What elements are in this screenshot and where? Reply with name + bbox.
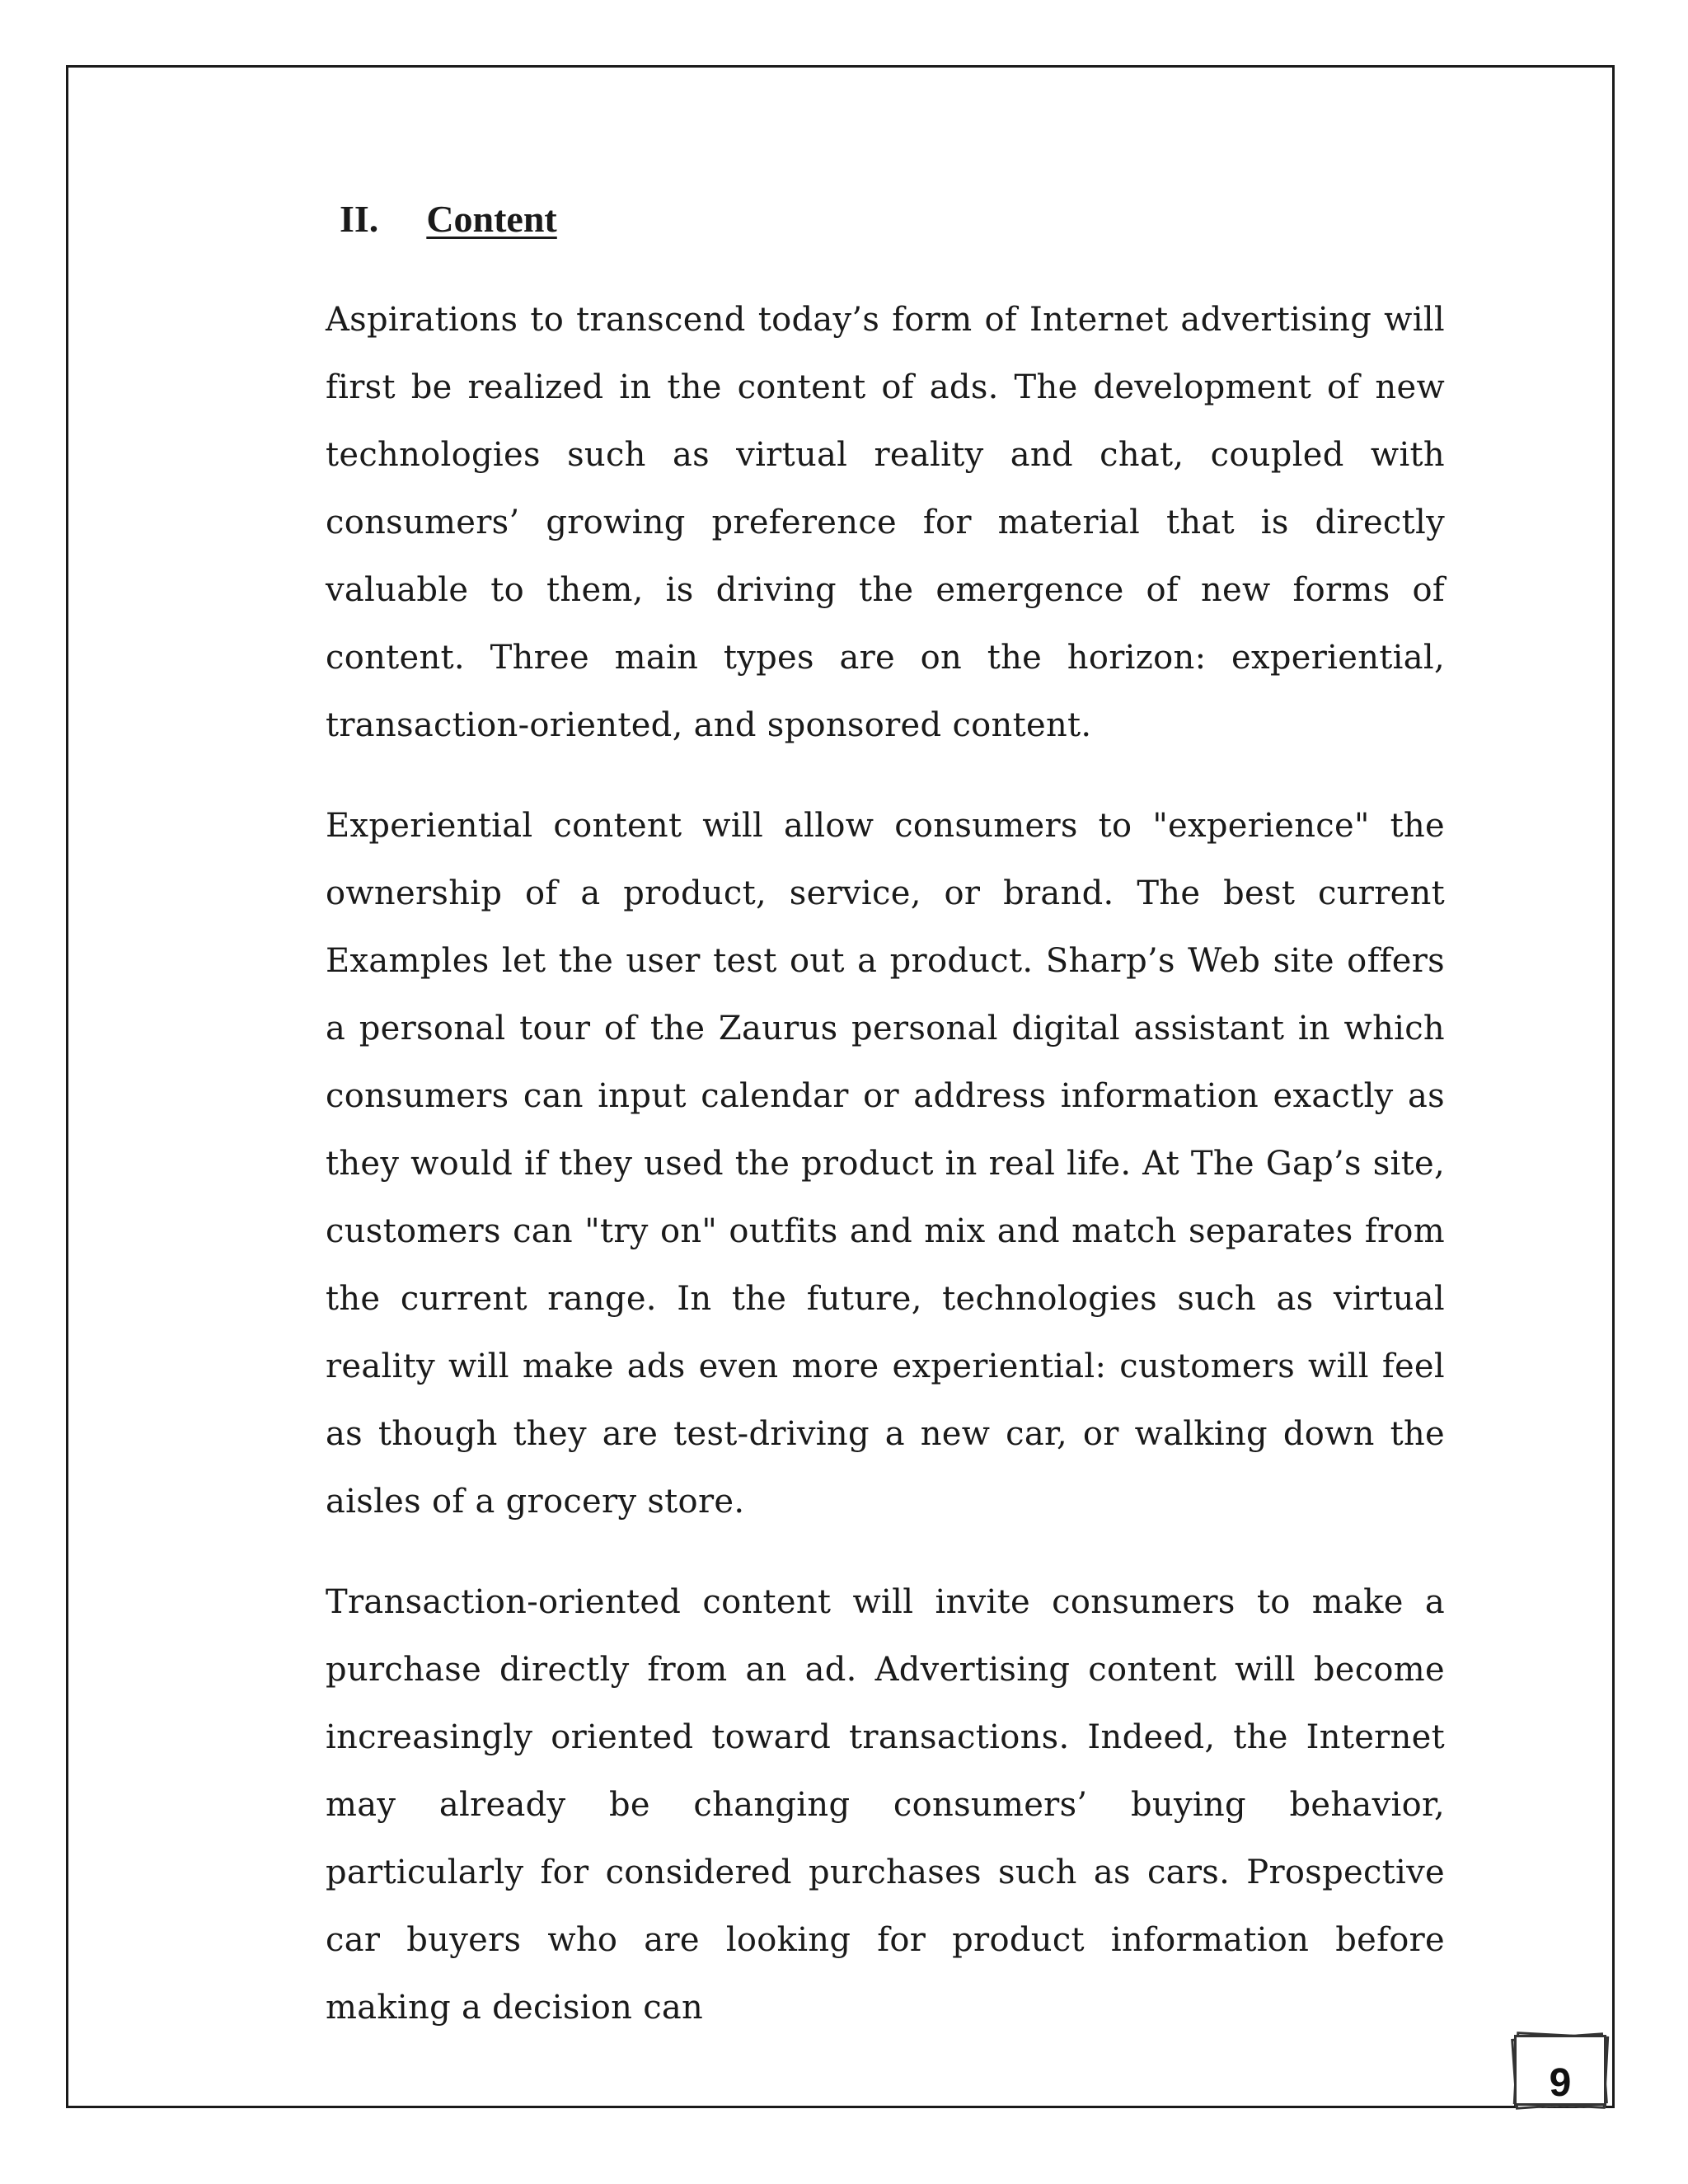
section-number: II. <box>340 198 379 240</box>
page-number: 9 <box>1549 2061 1572 2105</box>
page-number-badge <box>1510 2031 1614 2113</box>
paragraph-intro: Aspirations to transcend today’s form of Internet advertising will first be realized in the content of ads. The development of new technologies such as virtual reality and chat, coupled with consumers’ growing preference for material that is directly valuable to them, is driving the emergence of new forms of content. Three main types are on the horizon: experiential, transaction-oriented, and sponsored content. <box>326 301 1445 744</box>
paragraph-transaction: Transaction-oriented content will invite consumers to make a purchase directly from an ad. Advertising content will become increasingly oriented toward transactions. Indeed, the Internet may already be changing consumers’ buying behavior, particularly for considered purchases such as cars. Prospective car buyers who are looking for product information before making a decision can <box>326 1583 1445 2027</box>
section-heading <box>340 194 557 244</box>
section-title: Content <box>426 198 557 240</box>
paragraph-experiential: Experiential content will allow consumers to "experience" the ownership of a product, service, or brand. The best current Examples let the user test out a product. Sharp’s Web site offers a personal tour of the Zaurus personal digital assistant in which consumers can input calendar or address information exactly as they would if they used the product in real life. At The Gap’s site, customers can "try on" outfits and mix and match separates from the current range. In the future, technologies such as virtual reality will make ads even more experiential: customers will feel as though they are test-driving a new car, or walking down the aisles of a grocery store. <box>326 807 1445 1521</box>
